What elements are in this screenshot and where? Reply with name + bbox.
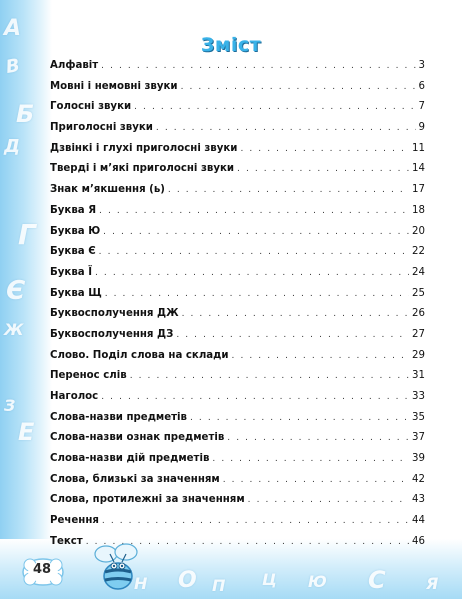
toc-entry (50, 246, 425, 267)
decorative-letter: С (368, 566, 386, 594)
decorative-letter: Г (18, 218, 36, 251)
toc-entry-label: Слово. Поділ слова на склади (50, 349, 229, 361)
toc-entry-page: 26 (412, 308, 425, 320)
toc-entry (50, 412, 425, 433)
decorative-letter: Ж (4, 320, 24, 339)
page-title: Зміст (200, 34, 262, 56)
toc-entry-page: 27 (412, 328, 425, 340)
toc-entry (50, 81, 425, 102)
toc-entry-label: Буква Є (50, 246, 96, 258)
toc-dot-leader (99, 206, 409, 216)
toc-entry-label: Мовні і немовні звуки (50, 80, 178, 92)
decorative-letter: Е (18, 418, 35, 446)
decorative-letter: П (212, 576, 226, 595)
toc-entry-page: 18 (412, 204, 425, 216)
toc-dot-leader (212, 454, 409, 464)
toc-entry-page: 9 (418, 122, 425, 134)
toc-entry-label: Наголос (50, 391, 99, 402)
toc-dot-leader (101, 61, 415, 71)
toc-entry-page: 24 (412, 266, 425, 278)
toc-entry (50, 205, 425, 226)
toc-dot-leader (176, 330, 409, 340)
toc-dot-leader (223, 475, 409, 485)
toc-dot-leader (134, 102, 415, 112)
toc-dot-leader (190, 413, 409, 423)
toc-entry-label: Алфавіт (50, 60, 99, 71)
toc-entry-label: Буква Я (50, 204, 97, 216)
toc-entry-page: 6 (418, 80, 425, 92)
toc-entry-label: Тверді і м’які приголосні звуки (50, 163, 235, 175)
toc-entry (50, 122, 425, 143)
toc-entry-page: 25 (412, 287, 425, 299)
decorative-letter: А (4, 16, 22, 41)
toc-entry-label: Слова-назви ознак предметів (50, 432, 225, 444)
toc-entry-page: 17 (412, 184, 425, 196)
toc-dot-leader (232, 351, 409, 361)
decorative-letter: Є (6, 276, 26, 306)
toc-entry-page: 31 (412, 370, 425, 382)
toc-dot-leader (95, 268, 409, 278)
toc-entry-label: Приголосні звуки (50, 122, 153, 134)
toc-dot-leader (105, 289, 409, 299)
toc-entry (50, 391, 425, 412)
decorative-letter: Я (426, 574, 439, 593)
toc-entry (50, 494, 425, 515)
toc-dot-leader (168, 185, 409, 195)
toc-entry (50, 184, 425, 205)
toc-entry (50, 432, 425, 453)
toc-dot-leader (103, 227, 409, 237)
toc-entry-label: Буквосполучення ДЗ (50, 328, 174, 340)
toc-entry (50, 329, 425, 350)
toc-entry-label: Слова-назви дій предметів (50, 453, 210, 465)
toc-entry-page: 14 (412, 163, 425, 175)
toc-dot-leader (237, 164, 409, 174)
toc-dot-leader (156, 123, 416, 133)
toc-entry (50, 515, 425, 536)
toc-entry-label: Буквосполучення ДЖ (50, 308, 179, 320)
toc-entry-label: Дзвінкі і глухі приголосні звуки (50, 142, 238, 154)
toc-entry-label: Буква Щ (50, 287, 102, 299)
toc-entry (50, 308, 425, 329)
toc-entry (50, 143, 425, 164)
toc-entry (50, 163, 425, 184)
toc-entry-label: Голосні звуки (50, 101, 132, 113)
toc-entry (50, 453, 425, 474)
toc-entry-page: 39 (412, 453, 425, 465)
toc-dot-leader (181, 82, 416, 92)
toc-entry-page: 42 (412, 473, 425, 485)
toc-entry (50, 288, 425, 309)
toc-entry-page: 7 (418, 101, 425, 113)
toc-entry-page: 35 (412, 411, 425, 423)
decorative-letter: З (4, 396, 16, 415)
toc-entry-label: Перенос слів (50, 370, 127, 382)
toc-entry (50, 267, 425, 288)
toc-entry-label: Текст (50, 535, 83, 547)
toc-entry-page: 20 (412, 225, 425, 237)
toc-entry-label: Слова, близькі за значенням (50, 473, 220, 485)
toc-entry-label: Слова, протилежні за значенням (50, 494, 245, 506)
decorative-letter: Б (16, 100, 35, 128)
toc-entry-page: 46 (412, 535, 425, 547)
toc-entry-page: 44 (412, 515, 425, 527)
toc-dot-leader (227, 433, 409, 443)
toc-dot-leader (102, 516, 409, 526)
toc-dot-leader (99, 247, 409, 257)
toc-entry-label: Слова-назви предметів (50, 411, 187, 423)
decorative-letter: Д (4, 136, 21, 157)
page-number: 48 (32, 562, 52, 577)
table-of-contents (50, 60, 425, 557)
toc-entry (50, 226, 425, 247)
toc-entry (50, 101, 425, 122)
bee-illustration (90, 540, 146, 594)
toc-entry (50, 370, 425, 391)
toc-entry-page: 33 (412, 391, 425, 402)
toc-entry-page: 37 (412, 432, 425, 444)
decorative-letter: О (178, 568, 197, 593)
toc-entry-label: Буква Ї (50, 266, 92, 278)
toc-entry-label: Знак м’якшення (ь) (50, 184, 165, 196)
decorative-letter: Ю (308, 572, 327, 591)
toc-entry-page: 43 (412, 494, 425, 506)
decorative-letter: В (4, 54, 22, 79)
toc-entry-page: 29 (412, 349, 425, 361)
toc-entry (50, 474, 425, 495)
toc-entry (50, 60, 425, 81)
toc-entry-page: 22 (412, 246, 425, 258)
toc-entry-label: Речення (50, 515, 99, 527)
toc-dot-leader (240, 144, 409, 154)
toc-dot-leader (248, 495, 409, 505)
decorative-letter: Н (134, 574, 148, 593)
toc-entry-label: Буква Ю (50, 225, 101, 237)
decorative-letter: Ц (262, 570, 277, 589)
toc-dot-leader (182, 309, 409, 319)
toc-entry-page: 11 (412, 142, 425, 154)
toc-dot-leader (101, 392, 409, 402)
toc-entry (50, 350, 425, 371)
toc-entry-page: 3 (418, 60, 425, 71)
toc-dot-leader (130, 371, 409, 381)
